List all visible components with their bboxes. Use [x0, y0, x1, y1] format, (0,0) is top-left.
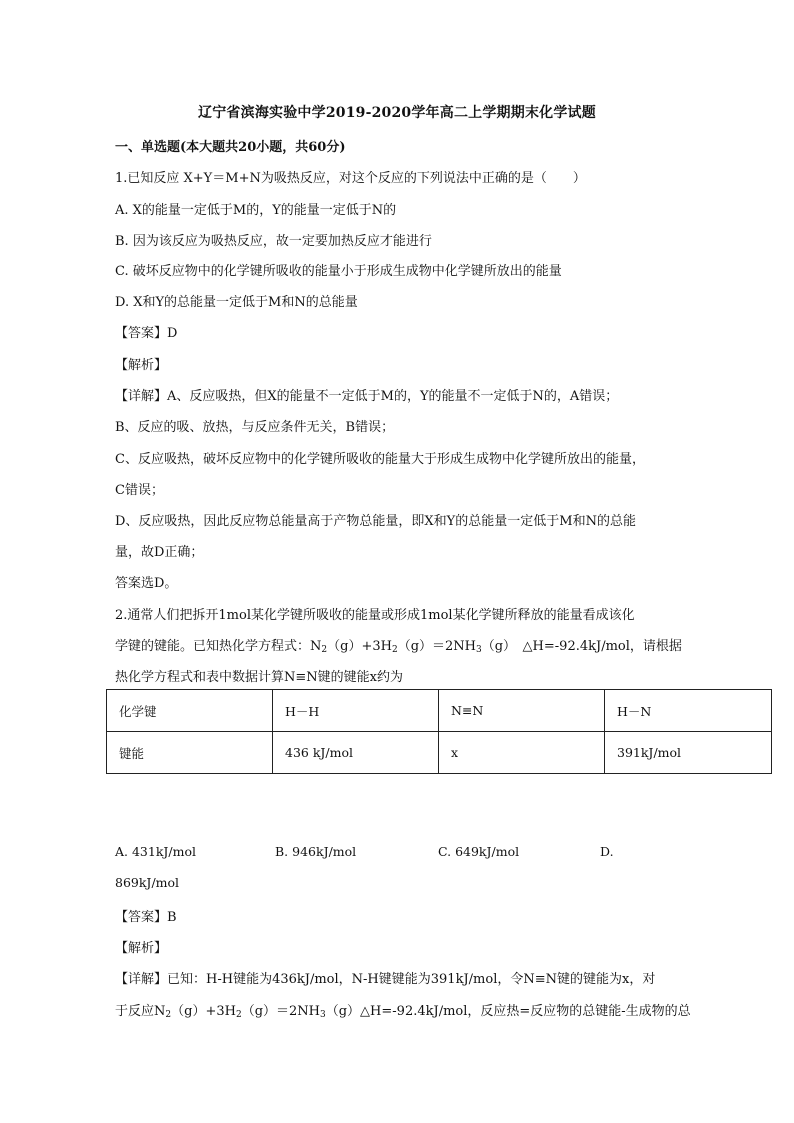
- q2-stem-2-part-c: （g）＝2NH: [397, 639, 476, 654]
- q2-stem-2-part-b: （g）+3H: [327, 639, 392, 654]
- q2-option-d-label: D.: [600, 844, 614, 859]
- table-cell: 化学键: [107, 690, 273, 732]
- q2-detail-2-part-b: （g）+3H: [171, 1004, 236, 1019]
- table-header-row: [107, 690, 772, 732]
- table-cell: N≡N: [439, 690, 605, 732]
- q1-analysis-label: 【解析】: [115, 358, 168, 373]
- q2-option-b: B. 946kJ/mol: [275, 844, 357, 859]
- table-row: [107, 732, 772, 774]
- subscript: 2: [235, 1010, 242, 1020]
- q2-detail-2-part-c: （g）＝2NH: [241, 1004, 320, 1019]
- q1-detail-3: C、反应吸热，破坏反应物中的化学键所吸收的能量大于形成生成物中化学键所放出的能量，: [115, 452, 645, 467]
- table-cell: x: [439, 732, 605, 774]
- q1-option-b: B. 因为该反应为吸热反应，故一定要加热反应才能进行: [115, 234, 432, 249]
- q2-detail-2-part-a: 于反应N: [115, 1004, 166, 1019]
- subscript: 3: [476, 645, 482, 655]
- q2-stem-2-part-a: 学键的键能。已知热化学方程式：N: [115, 639, 322, 654]
- subscript: 2: [321, 645, 328, 655]
- subscript: 3: [320, 1010, 326, 1020]
- q1-detail-1: 【详解】A、反应吸热，但X的能量不一定低于M的，Y的能量不一定低于N的，A错误；: [115, 389, 619, 404]
- q2-detail-1: 【详解】已知：H-H键能为436kJ/mol，N-H键键能为391kJ/mol，令N≡N键的键能为x，对: [115, 972, 656, 987]
- q2-stem-3: 热化学方程式和表中数据计算N≡N键的键能x约为: [115, 670, 403, 685]
- q1-answer: 【答案】D: [115, 326, 178, 341]
- q2-stem-1: 2.通常人们把拆开1mol某化学键所吸收的能量或形成1mol某化学键所释放的能量看成该化: [115, 608, 635, 623]
- q1-option-c: C. 破坏反应物中的化学键所吸收的能量小于形成生成物中化学键所放出的能量: [115, 264, 562, 279]
- table-cell: 391kJ/mol: [605, 732, 772, 774]
- q2-detail-2: [115, 1000, 691, 1019]
- section-heading: 一、单选题(本大题共20小题，共60分): [115, 140, 346, 155]
- q1-option-a: A. X的能量一定低于M的，Y的能量一定低于N的: [115, 203, 397, 218]
- q1-detail-6: 量，故D正确；: [115, 545, 204, 560]
- table-cell: 436 kJ/mol: [273, 732, 439, 774]
- q1-detail-4: C错误；: [115, 483, 164, 498]
- subscript: 2: [391, 645, 398, 655]
- q2-detail-2-part-d: （g）△H=-92.4kJ/mol，反应热=反应物的总键能-生成物的总: [325, 1004, 691, 1019]
- q1-detail-5: D、反应吸热，因此反应物总能量高于产物总能量，即X和Y的总能量一定低于M和N的总能: [115, 514, 636, 529]
- q1-detail-2: B、反应的吸、放热，与反应条件无关，B错误；: [115, 420, 395, 435]
- q2-analysis-label: 【解析】: [115, 941, 168, 956]
- q1-conclusion: 答案选D。: [115, 576, 178, 591]
- q2-stem-2: [115, 635, 682, 654]
- bond-energy-table: [106, 689, 772, 774]
- q2-stem-2-part-d: （g） △H=-92.4kJ/mol，请根据: [481, 639, 682, 654]
- table-cell: 键能: [107, 732, 273, 774]
- q2-option-d-value: 869kJ/mol: [115, 875, 180, 890]
- q2-answer: 【答案】B: [115, 910, 177, 925]
- q2-option-c: C. 649kJ/mol: [438, 844, 520, 859]
- subscript: 2: [165, 1010, 172, 1020]
- q1-option-d: D. X和Y的总能量一定低于M和N的总能量: [115, 295, 358, 310]
- page-title: 辽宁省滨海实验中学2019-2020学年高二上学期期末化学试题: [198, 105, 596, 121]
- table-cell: H－H: [273, 690, 439, 732]
- table-cell: H－N: [605, 690, 772, 732]
- q1-stem: 1.已知反应 X+Y＝M+N为吸热反应，对这个反应的下列说法中正确的是（ ）: [115, 171, 586, 186]
- q2-option-a: A. 431kJ/mol: [115, 844, 197, 859]
